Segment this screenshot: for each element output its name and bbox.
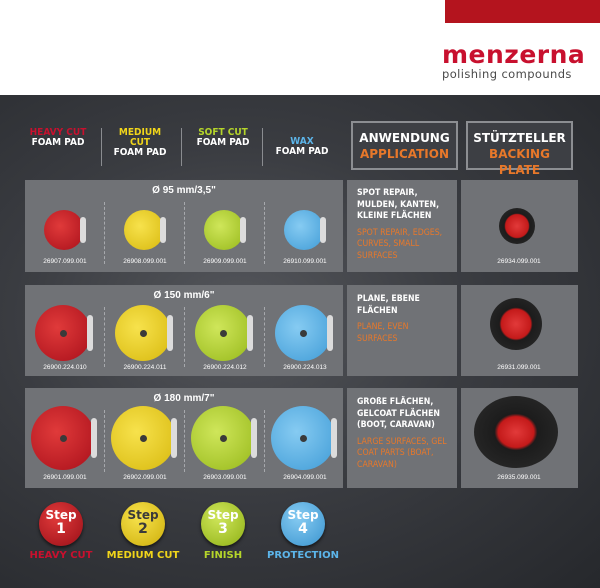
column-header-medium-cut: MEDIUM CUT FOAM PAD (113, 127, 167, 158)
soft-cut-pad-150 (195, 305, 251, 361)
dashed-divider (184, 307, 185, 367)
application-text-de: GROßE FLÄCHEN, GELCOAT FLÄCHEN (BOOT, CARAVAN) (357, 397, 440, 430)
product-code: 26934.099.001 (497, 258, 541, 265)
pad-size-label: Ø 180 mm/7" (153, 393, 215, 404)
product-code: 26935.099.001 (497, 474, 541, 481)
product-code: 26900.224.013 (283, 364, 327, 371)
backing-plate-image (490, 298, 542, 350)
product-code: 26931.099.001 (497, 364, 541, 371)
product-code: 26900.224.012 (203, 364, 247, 371)
backing-plate-image (499, 208, 535, 244)
dashed-divider (264, 307, 265, 367)
wax-pad-180 (271, 406, 335, 470)
step-3-badge: Step 3 (201, 502, 245, 546)
column-divider (181, 128, 182, 166)
pad-row-95mm (25, 180, 343, 272)
application-header: ANWENDUNG APPLICATION (351, 121, 458, 170)
soft-cut-pad-180 (191, 406, 255, 470)
product-code: 26903.099.001 (203, 474, 247, 481)
dashed-divider (104, 202, 105, 264)
application-text-de: SPOT REPAIR, MULDEN, KANTEN, KLEINE FLÄCHEN (357, 188, 440, 221)
heavy-cut-pad-180 (31, 406, 95, 470)
product-code: 26901.099.001 (43, 474, 87, 481)
application-desc-150mm (347, 285, 457, 376)
heavy-cut-pad-150 (35, 305, 91, 361)
dashed-divider (184, 202, 185, 264)
backing-plate-image (474, 396, 558, 468)
application-text-en: SPOT REPAIR, EDGES, CURVES, SMALL SURFACES (357, 227, 443, 261)
medium-cut-pad-95 (124, 210, 164, 250)
column-header-heavy-cut: HEAVY CUT FOAM PAD (29, 127, 87, 148)
product-code: 26909.099.001 (203, 258, 247, 265)
pad-row-180mm (25, 388, 343, 488)
column-header-wax: WAX FOAM PAD (275, 136, 329, 157)
dashed-divider (264, 410, 265, 472)
heavy-cut-pad-95 (44, 210, 84, 250)
step-2-label: MEDIUM CUT (106, 550, 180, 561)
dashed-divider (264, 202, 265, 264)
wax-pad-95 (284, 210, 324, 250)
product-code: 26902.099.001 (123, 474, 167, 481)
brand-red-bar (445, 0, 600, 23)
application-desc-180mm (347, 388, 457, 488)
brand-tagline: polishing compounds (442, 67, 572, 81)
step-1-label: HEAVY CUT (29, 550, 93, 561)
backing-plate-95mm (461, 180, 578, 272)
step-3-label: FINISH (203, 550, 243, 561)
product-code: 26904.099.001 (283, 474, 327, 481)
product-code: 26908.099.001 (123, 258, 167, 265)
column-header-soft-cut: SOFT CUT FOAM PAD (196, 127, 250, 148)
product-code: 26900.224.011 (123, 364, 167, 371)
product-code: 26900.224.010 (43, 364, 87, 371)
product-code: 26910.099.001 (283, 258, 327, 265)
brand-logo: menzerna (442, 40, 586, 69)
pad-row-150mm (25, 285, 343, 376)
step-1-badge: Step 1 (39, 502, 83, 546)
soft-cut-pad-95 (204, 210, 244, 250)
dashed-divider (104, 307, 105, 367)
pad-size-label: Ø 95 mm/3,5" (152, 185, 216, 196)
backing-plate-header: STÜTZTELLER BACKING PLATE (466, 121, 573, 170)
application-text-en: LARGE SURFACES, GEL COAT PARTS (BOAT, CARAVAN) (357, 436, 447, 470)
pad-size-label: Ø 150 mm/6" (153, 290, 215, 301)
wax-pad-150 (275, 305, 331, 361)
application-desc-95mm (347, 180, 457, 272)
medium-cut-pad-150 (115, 305, 171, 361)
application-text-de: PLANE, EBENE FLÄCHEN (357, 294, 420, 316)
column-divider (101, 128, 102, 166)
step-4-label: PROTECTION (267, 550, 339, 561)
product-code: 26907.099.001 (43, 258, 87, 265)
backing-plate-150mm (461, 285, 578, 376)
dashed-divider (184, 410, 185, 472)
dashed-divider (104, 410, 105, 472)
application-text-en: PLANE, EVEN SURFACES (357, 322, 409, 344)
medium-cut-pad-180 (111, 406, 175, 470)
step-4-badge: Step 4 (281, 502, 325, 546)
column-divider (262, 128, 263, 166)
backing-plate-180mm (461, 388, 578, 488)
step-2-badge: Step 2 (121, 502, 165, 546)
